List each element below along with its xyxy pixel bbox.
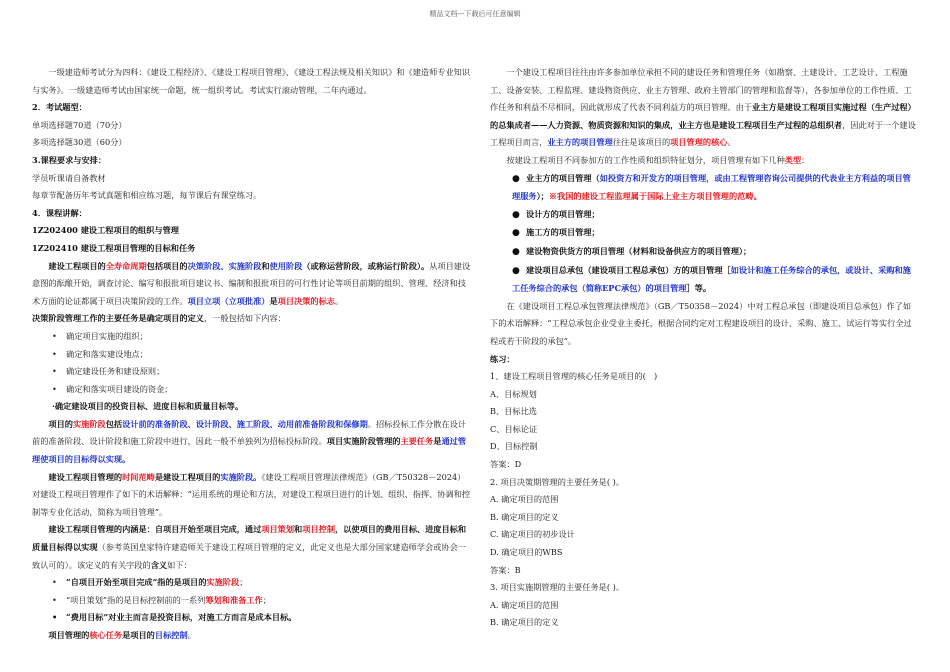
owner-paragraph <box>490 64 918 152</box>
text-run: 业主方的项目管理（ <box>526 172 600 183</box>
text-run: 项目决策的标志 <box>277 295 335 306</box>
exercise-heading: 练习： <box>490 353 515 364</box>
text-run: 如投资方和开发方的项目管理，或由工程管理咨询公司提供的代表业主方利益的项目管理服务 <box>512 172 911 202</box>
text-run: 目标控制 <box>154 630 188 640</box>
text-run: ）； <box>536 191 549 202</box>
text-run: 项目控制 <box>302 524 336 535</box>
text-run: 包括 <box>105 418 123 429</box>
course-req-1: 学员听课请自备教材 <box>32 172 106 183</box>
text-run: 业主方是建设工程项目实施过程（生产过程）的总集成者——人力资源、物质资源和知识的集成，业主方也是建设工程项目生产过程的总组织者 <box>490 102 916 130</box>
text-run: 实施阶段。 <box>220 471 262 482</box>
text-run: 项目管理的核心 <box>670 137 728 148</box>
text-run: ； <box>239 577 248 588</box>
question-1-answer: 答案：D <box>490 459 522 470</box>
question-1-option-d: D、目标控制 <box>490 441 538 452</box>
text-run: 筹划和准备工作 <box>205 594 263 605</box>
text-run: 实施阶段 <box>72 418 106 429</box>
list-item: ● 业主方的项目管理（如投资方和开发方的项目管理，或由工程管理咨询公司提供的代表业主方利益的项目管理服务）；※我国的建设工程监理属于国际上业主方项目管理的范畴。 <box>512 172 911 202</box>
epc-paragraph: 在《建设项目工程总承包管理法律规范》（GB／T50358－2024）中对工程总承包（即建设项目总承包）作了如下的术语解释：“工程总承包企业受业主委托，根据合同约定对工程建设项目的设计、采购、施工、试运行等实行全过程或若干阶段的承包”。 <box>490 300 912 346</box>
text-run: ※我国的建设工程监理属于国际上业主方项目管理的范畴。 <box>548 191 762 202</box>
text-run: 业主方的项目管理 <box>547 137 613 148</box>
list-item: ● 建设物资供货方的项目管理（材料和设备供应方的项目管理）； <box>512 245 752 257</box>
question-2-option-c: C. 确定项目的初步设计 <box>490 529 575 540</box>
text-run: ： <box>801 154 810 165</box>
list-item: ● 施工方的项目管理； <box>512 227 600 239</box>
text-run: 是 <box>433 436 442 447</box>
question-2-answer: 答案：B <box>490 564 521 575</box>
text-run: 使用阶段 <box>269 260 303 271</box>
chapter-code-1: 1Z202400 建设工程项目的组织与管理 <box>32 225 179 236</box>
text-run: “自项目开始至项目完成”指的是项目的 <box>66 577 207 588</box>
text-run: （或称运营阶段，或称运行阶段）。 <box>302 260 430 271</box>
text-run: 全寿命周期 <box>105 260 147 271</box>
question-1-option-b: B、目标比选 <box>490 406 537 417</box>
text-run: ，因此对于一个建设工程项目而言， <box>490 119 916 148</box>
text-run: 项目策划 <box>261 524 295 535</box>
time-scope-paragraph <box>32 469 472 522</box>
right-column <box>490 64 918 632</box>
text-run: 建设工程项目管理的内涵是：自项目开始至项目完成，通过 <box>48 524 262 535</box>
text-run: 项目的 <box>48 418 73 429</box>
text-run: 类型 <box>784 154 802 165</box>
text-run: ； <box>262 594 271 605</box>
text-run: 如设计和施工任务综合的承包，或设计、采购和施工任务综合的承包（简称EPC承包）的项目管理 <box>512 264 911 294</box>
list-item: ● 设计方的项目管理； <box>512 208 600 220</box>
text-run: 如下： <box>167 559 192 570</box>
section-course-lecture: 4．课程讲解： <box>32 207 87 218</box>
text-run: 项目实施阶段管理的 <box>326 436 401 447</box>
section-exam-types: 2．考试题型： <box>32 102 87 113</box>
text-run: 实施阶段 <box>206 577 240 588</box>
text-run: 《建设工程项目管理法律规范》（GB／T50328－2024）对建设工程项目管理作了如下的术语解释：“运用系统的理论和方法，对建设工程项目进行的计划、组织、指挥、协调和控制等专业化活动，简称为项目管理”。 <box>32 471 471 517</box>
list-item: • 确定和落实项目建设的资金； <box>52 383 173 394</box>
text-run: 从项目建设意图的酝酿开始，调查讨论、编写和报批项目建议书、编制和报批项目的可行性讨论等项目前期的组织、管理、经济和技术方面的论证都属于项目决策阶段的工作。 <box>32 260 471 306</box>
text-run: 建设项目总承包（建设项目工程总承包）方的项目管理［ <box>526 264 731 275</box>
types-paragraph <box>490 152 918 170</box>
text-run: 确定项目实施的组织； <box>66 330 148 341</box>
left-column <box>32 64 472 645</box>
question-3-option-b: B. 确定项目的定义 <box>490 617 559 628</box>
text-run: 一个建设工程项目往往由许多参加单位承担不同的建设任务和管理任务（如勘察、土建设计、工艺设计、工程施工、设备安装、工程监理、建设物资供应、业主方管理、政府主管部门的管理和监督等），各参加单位的工作性质、工作任务和利益不尽相同，因此就形成了代表不同利益方的项目管理。由于 <box>490 67 912 113</box>
list-item: • 确定项目实施的组织； <box>52 330 148 341</box>
question-3: 3. 项目实施期管理的主要任务是( )。 <box>490 582 625 593</box>
text-run: 主要任务 <box>400 436 434 447</box>
question-1-option-a: A、目标规划 <box>490 388 537 399</box>
text-run: 通过管理使项目的目标得以实现。 <box>32 436 467 465</box>
text-run: 决策阶段、实施阶段 <box>187 260 262 271</box>
text-run: 决策阶段管理工作的主要任务是确定项目的定义 <box>32 313 204 324</box>
course-req-2: 每章节配备历年考试真题和相应练习题，每节课后有课堂练习。 <box>32 190 262 201</box>
question-1-option-c: C、目标论证 <box>490 423 538 434</box>
list-item: • 确定和落实建设地点； <box>52 348 148 359</box>
text-run: 。 <box>187 630 196 640</box>
text-run: 。 <box>335 295 344 306</box>
question-2-option-d: D. 确定项目的WBS <box>490 547 563 558</box>
text-run: 和 <box>294 524 303 535</box>
text-run: 是 <box>269 295 278 306</box>
text-run: （参考英国皇家特许建造师关于建设工程项目管理的定义，此定义也是大部分国家建造师学会或协会一致认可的）。该定义的有关字段的 <box>32 542 466 570</box>
exam-type-multi: 多项选择题30道（60分） <box>32 137 127 148</box>
intro-paragraph: 一级建造师考试分为四科：《建设工程经济》、《建设工程项目管理》、《建设工程法规及相关知识》和《建造师专业知识与实务》。一级建造师考试由国家统一命题，统一组织考试。考试实行滚动管理，二年内通过。 <box>32 67 471 95</box>
chapter-code-2: 1Z202410 建设工程项目管理的目标和任务 <box>32 242 196 253</box>
core-task-paragraph <box>32 627 472 645</box>
question-1: 1、建设工程项目管理的核心任务是项目的( ) <box>490 371 658 382</box>
question-2: 2. 项目决策期管理的主要任务是( )。 <box>490 476 625 487</box>
text-run: 时间范畴 <box>122 471 155 482</box>
text-run: 按建设工程项目不同参加方的工作性质和组织特征划分，项目管理有如下几种 <box>506 154 785 165</box>
text-run: “费用目标”对业主而言是投资目标，对施工方而言是成本目标。 <box>66 612 297 623</box>
text-run: 项目立项（立项批准） <box>187 295 270 306</box>
text-run: 建设物资供货方的项目管理（材料和设备供应方的项目管理）； <box>526 245 752 256</box>
text-run: 。 <box>727 137 736 148</box>
text-run: 项目管理的 <box>48 630 90 640</box>
page-header: 精品文档---下载后可任意编辑 <box>429 10 521 18</box>
text-run: 核心任务 <box>89 630 123 640</box>
text-run: 包括项目的 <box>146 260 188 271</box>
question-2-option-a: A. 确定项目的范围 <box>490 494 559 505</box>
text-run: “项目策划”指的是目标控制前的一系列 <box>66 594 206 605</box>
text-run: 确定建设项目的投资目标、进度目标和质量目标等。 <box>54 401 244 412</box>
exam-type-single: 单项选择题70道（70分） <box>32 119 127 130</box>
text-run: 施工方的项目管理； <box>526 227 600 238</box>
text-run: 确定和落实项目建设的资金； <box>66 383 173 394</box>
connotation-paragraph <box>32 521 472 574</box>
text-run: 设计方的项目管理； <box>526 208 600 219</box>
text-run: 设计前的准备阶段、设计阶段、施工阶段、动用前准备阶段和保修期 <box>122 418 368 429</box>
text-run: 和 <box>261 260 270 271</box>
list-item: ·确定建设项目的投资目标、进度目标和质量目标等。 <box>52 401 244 412</box>
text-run: 确定建设任务和建设原则； <box>66 366 165 377</box>
text-run: ］等。 <box>686 283 712 294</box>
text-run: ，一般包括如下内容： <box>203 313 286 324</box>
decision-task-paragraph <box>32 310 472 328</box>
text-run: 是建设工程项目的 <box>154 471 221 482</box>
list-item: • 确定建设任务和建设原则； <box>52 366 165 377</box>
lifecycle-paragraph <box>32 258 472 311</box>
text-run: 建设工程项目的 <box>48 260 106 271</box>
question-2-option-b: B. 确定项目的定义 <box>490 511 559 522</box>
text-run: 是项目的 <box>122 630 155 640</box>
implementation-paragraph <box>32 416 472 469</box>
text-run: ，以使项目的费用目标、进度目标和质量目标得以实现 <box>32 524 467 553</box>
list-item: ● 建设项目总承包（建设项目工程总承包）方的项目管理［如设计和施工任务综合的承包，或设计、采购和施工任务综合的承包（简称EPC承包）的项目管理］等。 <box>512 264 911 294</box>
list-item: • “费用目标”对业主而言是投资目标，对施工方而言是成本目标。 <box>52 612 297 623</box>
text-run: 确定和落实建设地点； <box>66 348 148 359</box>
text-run: 往往是该项目的 <box>612 137 671 148</box>
list-item: • “自项目开始至项目完成”指的是项目的实施阶段； <box>52 577 248 588</box>
section-course-requirements: 3.课程要求与安排： <box>32 154 107 165</box>
text-run: 建设工程项目管理的 <box>48 471 123 482</box>
question-3-option-a: A. 确定项目的范围 <box>490 599 559 610</box>
list-item: • “项目策划”指的是目标控制前的一系列筹划和准备工作； <box>52 594 271 605</box>
text-run: 含义 <box>150 559 168 570</box>
text-run: 。招标投标工作分散在设计前的准备阶段、设计阶段和施工阶段中进行，因此一般不单独列为招标投标阶段。 <box>32 418 467 447</box>
